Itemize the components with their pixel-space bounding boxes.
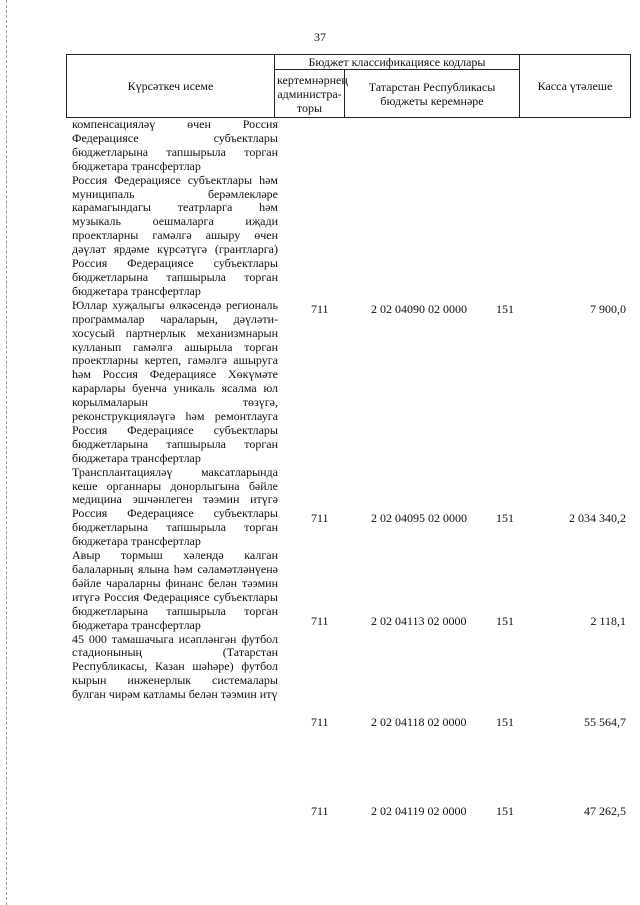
row-admin-code: 711 [311, 614, 329, 628]
table-header [66, 54, 631, 118]
row-admin-code: 711 [311, 302, 329, 316]
row-amount: 2 118,1 [590, 614, 626, 628]
row-revenue-code: 2 02 04118 02 0000 [371, 715, 467, 729]
row-admin-code: 711 [311, 715, 329, 729]
header-revenue: Татарстан Республикасы бюджеты керемнәре [345, 70, 520, 118]
header-cash: Касса үтәлеше [520, 55, 631, 118]
row-revenue-code: 2 02 04119 02 0000 [371, 804, 467, 818]
left-dashed-border [6, 0, 7, 905]
row-econ-code: 151 [496, 511, 514, 525]
row-name: Авыр тормыш хәлендә калган балаларның ялына һәм сәламәтләнүенә бәйле чараларны финанс белән тәэмин итүгә Россия Федерациясе субъектлары бюджетларына тапшырыла торган бюджетара трансфертлар [72, 548, 278, 632]
row-revenue-code: 2 02 04090 02 0000 [371, 302, 467, 316]
row-name: Россия Федерациясе субъектлары һәм муниципаль берәмлекләре карамагындагы театрларга һәм музыкаль оешмаларга иҗади проектларны гамәлгә ашыру өчен дәүләт ярдәме күрсәтүгә (грантларга) Россия Федерациясе субъектлары бюджетларына тапшырыла торган бюджетара трансфертлар [72, 172, 278, 298]
header-administrator: кертемнәрнең администра-торы [275, 70, 345, 118]
header-budget-classification: Бюджет классификациясе кодлары [275, 55, 520, 70]
row-revenue-code: 2 02 04095 02 0000 [371, 511, 467, 525]
table-body-text [72, 118, 278, 702]
row-econ-code: 151 [496, 804, 514, 818]
row-name: Трансплантацияләү максатларында кеше органнары донорлыгына бәйле медицина эшчәнлеген тәэмин итүгә Россия Федерациясе субъектлары бюджетларына тапшырыла торган бюджетара трансфертлар [72, 464, 278, 549]
row-amount: 7 900,0 [590, 302, 626, 316]
header-indicator: Күрсәткеч исеме [67, 55, 275, 118]
row-amount: 2 034 340,2 [569, 511, 626, 525]
row-admin-code: 711 [311, 804, 329, 818]
row-name: 45 000 тамашачыга исәпләнгән футбол стадионының (Татарстан Республикасы, Казан шәһәре) футбол кырын инженерлык системалары булган чирәм катламы белән тәэмин итү [72, 631, 278, 702]
row-econ-code: 151 [496, 715, 514, 729]
row-name: Юллар хуҗалыгы өлкәсендә региональ программалар чараларын, дәүләти-хосусый партнерлык механизмнарын кулланып гамәлгә ашырыла торган проектларны кертеп, гамәлгә ашыруга һәм Россия Федерациясе Хөкүмәте карарлары буенча уникаль ясалма юл корылмаларын төзүгә, реконструкцияләүгә һәм ремонтлауга Россия Федерациясе субъектлары бюджетларына тапшырыла торган бюджетара трансфертлар [72, 297, 278, 465]
row-amount: 47 262,5 [584, 804, 626, 818]
row-revenue-code: 2 02 04113 02 0000 [371, 614, 467, 628]
row-admin-code: 711 [311, 511, 329, 525]
page-number: 37 [314, 30, 326, 44]
row-econ-code: 151 [496, 302, 514, 316]
row-amount: 55 564,7 [584, 715, 626, 729]
row-econ-code: 151 [496, 614, 514, 628]
row-name: компенсацияләү өчен Россия Федерациясе субъектлары бюджетларына тапшырыла торган бюджетара трансфертлар [72, 117, 278, 173]
